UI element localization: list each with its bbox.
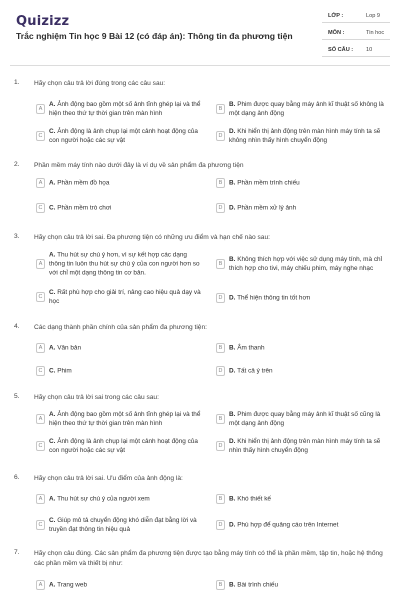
- option-text: Giúp mô tả chuyển động khó diễn đạt bằng lời và truyền đạt thông tin hiệu quả: [49, 517, 197, 533]
- option-letter: A: [36, 494, 45, 504]
- option-key: B.: [229, 344, 236, 352]
- option-key: A.: [49, 101, 56, 108]
- option-letter: B: [216, 259, 225, 269]
- option-text: Phần mềm trình chiếu: [237, 179, 300, 187]
- option-key: C.: [49, 204, 56, 212]
- option-key: A.: [49, 344, 56, 352]
- option-letter: D: [216, 293, 225, 303]
- option-b[interactable]: [216, 492, 386, 506]
- option-key: B.: [229, 101, 236, 108]
- meta-label: LỚP :: [328, 13, 344, 19]
- option-b[interactable]: [216, 176, 386, 190]
- question-text: Hãy chọn câu đúng. Các sản phẩm đa phương tiện được tạo bằng máy tính có thể là phần mềm, tập tin, hoặc hệ thống các phần mềm và thiết bị như:: [34, 550, 383, 567]
- option-letter: D: [216, 203, 225, 213]
- option-c[interactable]: [36, 514, 206, 536]
- option-key: B.: [229, 581, 236, 589]
- option-key: D.: [229, 521, 236, 529]
- option-text: Phần mềm xử lý ảnh: [237, 204, 297, 212]
- option-text: Phim được quay bằng máy ảnh kĩ thuật số cũng là một dạng ảnh động: [229, 411, 381, 427]
- option-key: D.: [229, 367, 236, 375]
- option-d[interactable]: [216, 291, 386, 305]
- meta-value: Lop 9: [366, 13, 380, 19]
- option-text: Bài trình chiếu: [237, 581, 279, 589]
- option-key: C.: [49, 517, 56, 524]
- option-text: Văn bản: [57, 344, 81, 352]
- question-number: 5.: [14, 393, 20, 400]
- option-text: Trang web: [57, 581, 88, 589]
- option-text: Khó thiết kế: [237, 495, 271, 503]
- option-text: Âm thanh: [237, 344, 265, 352]
- option-a[interactable]: [36, 176, 206, 190]
- option-a[interactable]: [36, 578, 206, 592]
- option-key: B.: [229, 256, 236, 263]
- option-letter: D: [216, 441, 225, 451]
- option-d[interactable]: [216, 364, 386, 378]
- option-letter: B: [216, 414, 225, 424]
- meta-label: MÔN :: [328, 30, 345, 36]
- option-key: C.: [49, 438, 56, 445]
- option-key: A.: [49, 495, 56, 503]
- option-key: A.: [49, 251, 56, 259]
- question-text: Hãy chọn câu trả lời sai. Ưu điểm của ảnh động là:: [34, 475, 183, 482]
- option-text: Ảnh động bao gồm một số ảnh tĩnh ghép lại và thể hiện theo thứ tự thời gian trên màn hình: [49, 101, 201, 117]
- question-text: Hãy chọn câu trả lời sai trong các câu sau:: [34, 394, 159, 401]
- option-text: Khi hiển thị ảnh động trên màn hình máy tính ta sẽ không nhìn thấy hình chuyển động: [229, 128, 381, 144]
- option-a[interactable]: [36, 492, 206, 506]
- option-d[interactable]: [216, 126, 386, 146]
- option-text: Phim: [57, 367, 72, 375]
- option-key: C.: [49, 289, 56, 296]
- option-key: B.: [229, 179, 236, 187]
- option-text: Tất cả ý trên: [237, 367, 273, 375]
- question-number: 7.: [14, 549, 20, 556]
- option-c[interactable]: [36, 287, 206, 307]
- option-text: Phim được quay bằng máy ảnh kĩ thuật số không là một dạng ảnh động: [229, 101, 384, 117]
- meta-row-count: [322, 43, 390, 57]
- option-key: D.: [229, 438, 236, 445]
- meta-box: [322, 9, 390, 60]
- option-text: Thu hút sự chú ý của người xem: [57, 495, 150, 503]
- meta-value: 10: [366, 47, 373, 53]
- option-letter: B: [216, 104, 225, 114]
- option-letter: B: [216, 178, 225, 188]
- meta-value: Tin hoc: [366, 30, 385, 36]
- question-number: 2.: [14, 161, 20, 168]
- option-d[interactable]: [216, 518, 386, 532]
- question-text: Các dạng thành phần chính của sản phẩm đa phương tiện:: [34, 324, 207, 331]
- document-header: [0, 0, 400, 62]
- option-letter: D: [216, 520, 225, 530]
- option-key: D.: [229, 204, 236, 212]
- option-letter: C: [36, 131, 45, 141]
- option-text: Ảnh động là ảnh chụp lại một cảnh hoạt động của con người hoặc các sự vật: [49, 128, 198, 144]
- option-c[interactable]: [36, 436, 206, 456]
- question-number: 3.: [14, 233, 20, 240]
- quizizz-logo: Quizizz: [16, 14, 70, 29]
- option-letter: A: [36, 104, 45, 114]
- option-text: Rất phù hợp cho giải trí, nâng cao hiệu quả dạy và học: [49, 289, 201, 305]
- option-letter: B: [216, 580, 225, 590]
- option-letter: B: [216, 494, 225, 504]
- option-b[interactable]: [216, 99, 386, 119]
- option-letter: C: [36, 520, 45, 530]
- question-number: 1.: [14, 79, 20, 86]
- option-text: Không thích hợp với việc sử dụng máy tính, mà chỉ thích hợp cho tivi, máy chiếu phim, máy nghe nhạc: [229, 256, 382, 272]
- option-a[interactable]: [36, 250, 206, 278]
- option-a[interactable]: [36, 409, 206, 429]
- option-b[interactable]: [216, 341, 386, 355]
- option-key: B.: [229, 411, 236, 418]
- option-letter: D: [216, 366, 225, 376]
- option-letter: B: [216, 343, 225, 353]
- option-b[interactable]: [216, 578, 386, 592]
- option-letter: A: [36, 343, 45, 353]
- option-b[interactable]: [216, 409, 386, 429]
- option-text: Phần mềm đồ họa: [57, 179, 110, 187]
- option-key: A.: [49, 581, 56, 589]
- option-a[interactable]: [36, 99, 206, 119]
- option-letter: C: [36, 292, 45, 302]
- option-d[interactable]: [216, 436, 386, 456]
- option-d[interactable]: [216, 201, 386, 215]
- question-text: Hãy chọn câu trả lời đúng trong các câu sau:: [34, 80, 166, 87]
- option-text: Khi hiển thị ảnh động trên màn hình máy tính ta sẽ nhìn thấy hình chuyển động: [229, 438, 381, 454]
- option-text: Thể hiện thông tin tốt hơn: [237, 294, 311, 302]
- option-key: C.: [49, 367, 56, 375]
- meta-row-subject: [322, 26, 390, 40]
- option-letter: C: [36, 441, 45, 451]
- option-key: A.: [49, 179, 56, 187]
- option-letter: A: [36, 259, 45, 269]
- meta-label: SỐ CÂU :: [328, 47, 354, 53]
- option-text: Phù hợp để quảng cáo trên Internet: [237, 521, 339, 529]
- option-b[interactable]: [216, 250, 386, 278]
- option-c[interactable]: [36, 201, 206, 215]
- option-c[interactable]: [36, 126, 206, 146]
- meta-row-class: [322, 9, 390, 23]
- question-number: 4.: [14, 323, 20, 330]
- option-letter: C: [36, 366, 45, 376]
- option-letter: D: [216, 131, 225, 141]
- document-title: Trắc nghiệm Tin học 9 Bài 12 (có đáp án): Thông tin đa phương tiện: [16, 31, 293, 41]
- option-text: Ảnh động bao gồm một số ảnh tĩnh ghép lại và thể hiện theo thứ tự thời gian trên màn hình: [49, 411, 201, 427]
- option-c[interactable]: [36, 364, 206, 378]
- question-text: Hãy chọn câu trả lời sai. Đa phương tiện có những ưu điểm và hạn chế nào sau:: [34, 234, 270, 241]
- header-divider: [10, 65, 390, 66]
- question-number: 6.: [14, 474, 20, 481]
- option-key: D.: [229, 128, 236, 135]
- option-key: A.: [49, 411, 56, 418]
- option-text: Phần mềm trò chơi: [57, 204, 112, 212]
- option-key: C.: [49, 128, 56, 135]
- option-key: B.: [229, 495, 236, 503]
- option-letter: A: [36, 580, 45, 590]
- question-text: Phần mềm máy tính nào dưới đây là ví dụ về sản phẩm đa phương tiện: [34, 162, 244, 169]
- option-text: Ảnh động là ảnh chụp lại một cảnh hoạt động của con người hoặc các sự vật: [49, 438, 198, 454]
- option-text: Thu hút sự chú ý hơn, vì sự kết hợp các dạng thông tin luôn thu hút sự chú ý của con người hơn so với chỉ một dạng thông tin cơ bản.: [49, 251, 200, 277]
- option-letter: A: [36, 178, 45, 188]
- option-a[interactable]: [36, 341, 206, 355]
- option-letter: A: [36, 414, 45, 424]
- option-letter: C: [36, 203, 45, 213]
- option-key: D.: [229, 294, 236, 302]
